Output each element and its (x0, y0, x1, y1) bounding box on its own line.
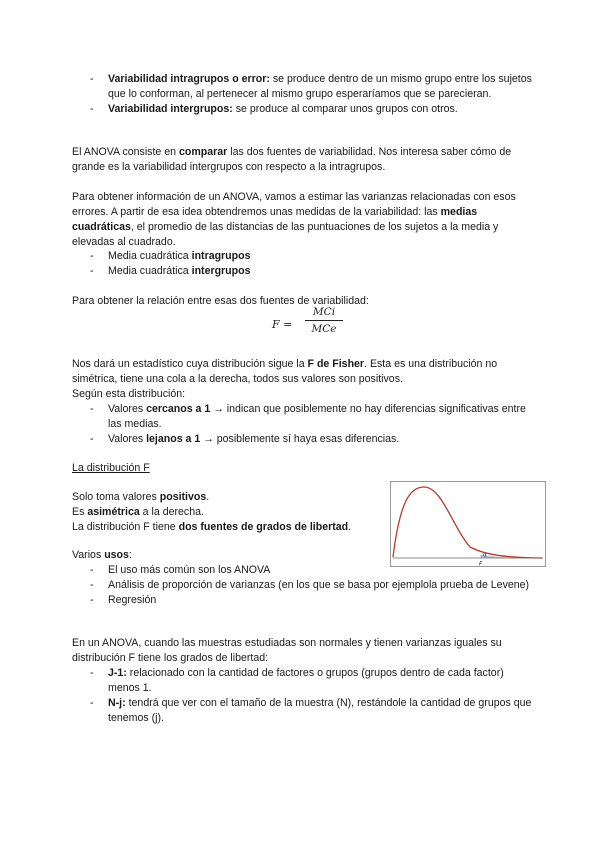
list-item: - El uso más común son los ANOVA (72, 563, 532, 578)
variability-types-list (72, 72, 532, 117)
list-item: - J-1: relacionado con la cantidad de factores o grupos (grupos dentro de cada factor) menos 1. (72, 666, 532, 696)
property-degrees: La distribución F tiene dos fuentes de grados de libertad. (72, 521, 352, 533)
axis-label: F (479, 560, 483, 567)
formula-lhs: F = (272, 318, 293, 331)
paragraph-ratio: Para obtener la relación entre esas dos fuentes de variabilidad: (72, 295, 369, 307)
f-distribution-illustration (390, 481, 546, 567)
list-item: - Variabilidad intergrupos: se produce al comparar unos grupos con otros. (72, 102, 532, 117)
list-item: - Media cuadrática intragrupos (72, 249, 532, 264)
property-positive: Solo toma valores positivos. (72, 491, 210, 503)
list-item: - Análisis de proporción de varianzas (en los que se basa por ejemplola prueba de Levene) (72, 578, 532, 593)
section-heading: La distribución F (72, 462, 150, 474)
degrees-list (72, 666, 532, 726)
paragraph-anova: El ANOVA consiste en comparar las dos fuentes de variabilidad. Nos interesa saber cómo de grande es la variabilidad intergrupos con respecto a la intragrupos. (72, 146, 512, 173)
paragraph-degrees: En un ANOVA, cuando las muestras estudiadas son normales y tienen varianzas iguales su distribución F tiene los grados de libertad: (72, 637, 502, 664)
mean-squares-list (72, 249, 532, 279)
area-label: α (483, 551, 487, 559)
paragraph-mean-squares: Para obtener información de un ANOVA, vamos a estimar las varianzas relacionadas con esos errores. A partir de esa idea obtendremos unas medidas de la variabilidad: las medias cuadráticas, el promedio de las distancias de las puntuaciones de los sujetos a la media y elevadas al cuadrado. (72, 191, 516, 248)
list-item: - Variabilidad intragrupos o error: se produce dentro de un mismo grupo entre los sujetos que lo conforman, al pertenecer al mismo grupo esperaríamos que se parecieran. (72, 72, 532, 102)
list-item: - Regresión (72, 593, 532, 608)
paragraph-segun: Según esta distribución: (72, 388, 186, 400)
values-list (72, 402, 532, 447)
usos-list (72, 560, 532, 608)
fraction-bar (305, 320, 343, 321)
list-item: - Media cuadrática intergrupos (72, 264, 532, 279)
illustration-frame (391, 482, 546, 567)
formula-denominator: MCe (311, 323, 337, 335)
formula-fraction (305, 305, 343, 336)
usos-label: Varios usos: (72, 549, 132, 561)
list-item: - N-j: tendrá que ver con el tamaño de la muestra (N), restándole la cantidad de grupos que tenemos (j). (72, 696, 532, 726)
property-asymmetric: Es asimétrica a la derecha. (72, 506, 204, 518)
paragraph-fisher: Nos dará un estadístico cuya distribución sigue la F de Fisher. Esta es una distribución no simétrica, tiene una cola a la derecha, todos sus valores son positivos. (72, 358, 498, 385)
formula-numerator: MCi (312, 306, 336, 318)
list-item: - Valores cercanos a 1 → indican que posiblemente no hay diferencias significativas entre las medias. (72, 402, 532, 432)
list-item: - Valores lejanos a 1 → posiblemente sí haya esas diferencias. (72, 432, 532, 447)
